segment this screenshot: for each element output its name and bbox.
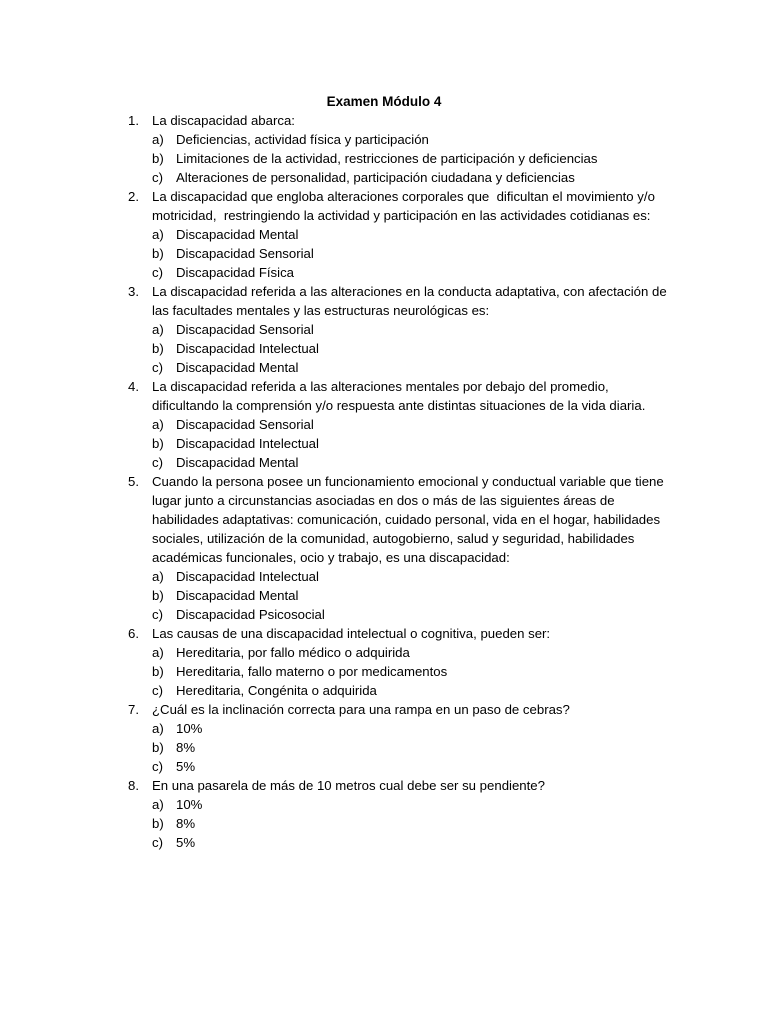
option-letter: c) bbox=[152, 170, 163, 185]
question-number: 5. bbox=[128, 474, 139, 489]
option-c bbox=[152, 358, 668, 377]
option-text: Discapacidad Sensorial bbox=[176, 417, 314, 432]
option-letter: a) bbox=[152, 132, 164, 147]
option-letter: a) bbox=[152, 645, 164, 660]
option-a bbox=[152, 643, 668, 662]
option-letter: b) bbox=[152, 151, 164, 166]
option-text: Hereditaria, Congénita o adquirida bbox=[176, 683, 377, 698]
option-letter: a) bbox=[152, 721, 164, 736]
question-5 bbox=[128, 472, 668, 624]
question-2 bbox=[128, 187, 668, 282]
option-c bbox=[152, 605, 668, 624]
question-text: Cuando la persona posee un funcionamiento emocional y conductual variable que tiene lugar junto a circunstancias asociadas en dos o más de las siguientes áreas de habilidades adaptativas: comunicación, cuidado personal, vida en el hogar, habilidades sociales, utilización de la comunidad, autogobierno, salud y seguridad, habilidades académicas funcionales, ocio y trabajo, es una discapacidad: bbox=[152, 474, 668, 565]
option-c bbox=[152, 833, 668, 852]
option-text: 5% bbox=[176, 835, 196, 850]
question-6 bbox=[128, 624, 668, 700]
question-text: La discapacidad abarca: bbox=[152, 113, 295, 128]
option-a bbox=[152, 719, 668, 738]
option-letter: a) bbox=[152, 569, 164, 584]
option-a bbox=[152, 415, 668, 434]
option-text: 5% bbox=[176, 759, 196, 774]
option-b bbox=[152, 738, 668, 757]
option-text: Discapacidad Física bbox=[176, 265, 295, 280]
question-text: ¿Cuál es la inclinación correcta para una rampa en un paso de cebras? bbox=[152, 702, 570, 717]
option-letter: b) bbox=[152, 341, 164, 356]
option-letter: b) bbox=[152, 740, 164, 755]
option-letter: c) bbox=[152, 759, 163, 774]
option-letter: b) bbox=[152, 816, 164, 831]
option-b bbox=[152, 149, 668, 168]
option-letter: a) bbox=[152, 417, 164, 432]
question-number: 8. bbox=[128, 778, 139, 793]
question-number: 3. bbox=[128, 284, 139, 299]
option-text: Discapacidad Sensorial bbox=[176, 246, 314, 261]
question-7 bbox=[128, 700, 668, 776]
option-a bbox=[152, 225, 668, 244]
option-b bbox=[152, 339, 668, 358]
option-c bbox=[152, 453, 668, 472]
option-text: Discapacidad Mental bbox=[176, 227, 299, 242]
option-text: Hereditaria, fallo materno o por medicamentos bbox=[176, 664, 448, 679]
option-c bbox=[152, 757, 668, 776]
option-letter: c) bbox=[152, 683, 163, 698]
option-a bbox=[152, 130, 668, 149]
option-text: Alteraciones de personalidad, participación ciudadana y deficiencias bbox=[176, 170, 575, 185]
option-letter: c) bbox=[152, 835, 163, 850]
option-b bbox=[152, 244, 668, 263]
option-text: 8% bbox=[176, 740, 196, 755]
question-number: 4. bbox=[128, 379, 139, 394]
option-c bbox=[152, 263, 668, 282]
question-number: 1. bbox=[128, 113, 139, 128]
option-text: Discapacidad Psicosocial bbox=[176, 607, 325, 622]
option-a bbox=[152, 795, 668, 814]
option-b bbox=[152, 434, 668, 453]
question-text: En una pasarela de más de 10 metros cual debe ser su pendiente? bbox=[152, 778, 545, 793]
question-list bbox=[128, 111, 671, 852]
option-text: Discapacidad Sensorial bbox=[176, 322, 314, 337]
option-text: Discapacidad Mental bbox=[176, 455, 299, 470]
question-8 bbox=[128, 776, 668, 852]
option-b bbox=[152, 814, 668, 833]
question-number: 2. bbox=[128, 189, 139, 204]
page-title: Examen Módulo 4 bbox=[326, 94, 442, 109]
option-letter: b) bbox=[152, 664, 164, 679]
option-a bbox=[152, 567, 668, 586]
option-a bbox=[152, 320, 668, 339]
option-b bbox=[152, 586, 668, 605]
option-c bbox=[152, 168, 668, 187]
option-letter: a) bbox=[152, 227, 164, 242]
option-c bbox=[152, 681, 668, 700]
question-text: La discapacidad referida a las alteraciones en la conducta adaptativa, con afectación de las facultades mentales y las estructuras neurológicas es: bbox=[152, 284, 671, 318]
question-text: La discapacidad referida a las alteraciones mentales por debajo del promedio, dificultando la comprensión y/o respuesta ante distintas situaciones de la vida diaria. bbox=[152, 379, 646, 413]
question-number: 7. bbox=[128, 702, 139, 717]
option-text: Discapacidad Intelectual bbox=[176, 341, 319, 356]
option-text: Limitaciones de la actividad, restricciones de participación y deficiencias bbox=[176, 151, 598, 166]
option-letter: b) bbox=[152, 246, 164, 261]
option-text: Discapacidad Intelectual bbox=[176, 436, 319, 451]
question-3 bbox=[128, 282, 671, 377]
option-letter: c) bbox=[152, 360, 163, 375]
option-letter: c) bbox=[152, 607, 163, 622]
option-text: Discapacidad Mental bbox=[176, 360, 299, 375]
option-letter: b) bbox=[152, 436, 164, 451]
option-text: Deficiencias, actividad física y participación bbox=[176, 132, 429, 147]
question-text: Las causas de una discapacidad intelectual o cognitiva, pueden ser: bbox=[152, 626, 551, 641]
option-text: 8% bbox=[176, 816, 196, 831]
option-letter: c) bbox=[152, 265, 163, 280]
option-letter: c) bbox=[152, 455, 163, 470]
option-text: Discapacidad Intelectual bbox=[176, 569, 319, 584]
option-text: 10% bbox=[176, 797, 203, 812]
question-number: 6. bbox=[128, 626, 139, 641]
option-letter: b) bbox=[152, 588, 164, 603]
question-4 bbox=[128, 377, 668, 472]
option-letter: a) bbox=[152, 322, 164, 337]
option-text: Hereditaria, por fallo médico o adquirida bbox=[176, 645, 410, 660]
question-1 bbox=[128, 111, 668, 187]
option-b bbox=[152, 662, 668, 681]
option-text: Discapacidad Mental bbox=[176, 588, 299, 603]
option-text: 10% bbox=[176, 721, 203, 736]
question-text: La discapacidad que engloba alteraciones corporales que dificultan el movimiento y/o motricidad, restringiendo la actividad y participación en las actividades cotidianas es: bbox=[152, 189, 659, 223]
option-letter: a) bbox=[152, 797, 164, 812]
